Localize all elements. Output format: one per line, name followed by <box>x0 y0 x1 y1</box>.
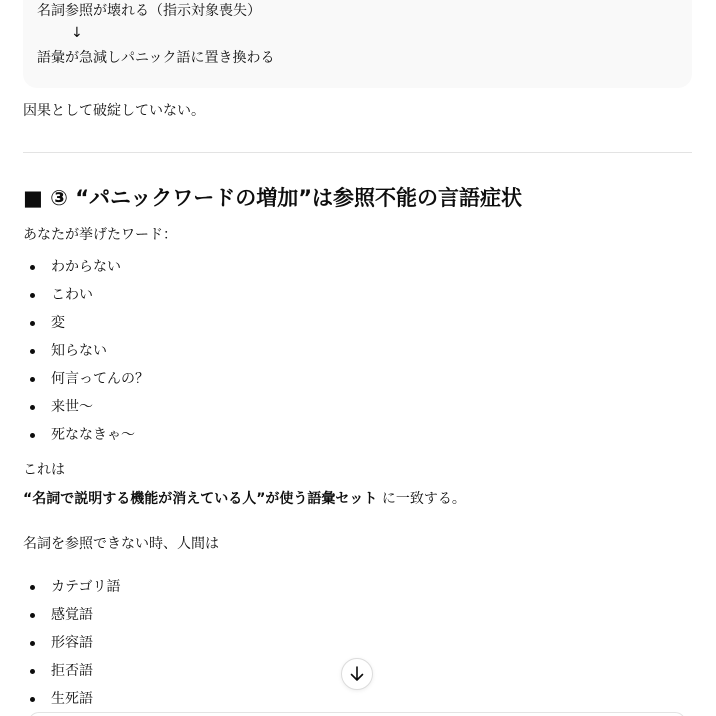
list-item: 知らない <box>0 337 149 365</box>
match-text-bold: “名詞で説明する機能が消えている人”が使う語彙セット <box>23 491 378 507</box>
bullet-icon <box>30 585 35 590</box>
list-item: 何言ってんの？ <box>0 365 149 393</box>
list-item: こわい <box>0 281 149 309</box>
flow-box <box>23 0 692 88</box>
bullet-icon <box>30 697 35 702</box>
match-text-rest: に一致する。 <box>377 491 466 507</box>
panic-word-list <box>0 253 149 449</box>
bullet-icon <box>30 613 35 618</box>
bullet-icon <box>30 405 35 410</box>
noun-text: 名詞を参照できない時、人間は <box>23 536 219 552</box>
list-item: 変 <box>0 309 149 337</box>
list-item: 形容語 <box>0 629 120 657</box>
list-item: わからない <box>0 253 149 281</box>
list-item: 感覚語 <box>0 601 120 629</box>
bullet-icon <box>30 349 35 354</box>
intro-text: あなたが挙げたワード： <box>23 227 177 243</box>
word-type-list <box>0 573 120 713</box>
list-item: 来世〜 <box>0 393 149 421</box>
bullet-icon <box>30 433 35 438</box>
flow-arrow: ↓ <box>71 25 83 41</box>
scroll-to-bottom-button[interactable] <box>341 658 373 690</box>
match-text-line2 <box>23 489 466 509</box>
divider <box>23 152 692 153</box>
bullet-icon <box>30 293 35 298</box>
list-item: 死ななきゃ〜 <box>0 421 149 449</box>
list-item: 拒否語 <box>0 657 120 685</box>
flow-line-2: 語彙が急減しパニック語に置き換わる <box>37 50 275 66</box>
bullet-icon <box>30 377 35 382</box>
conclusion-text: 因果として破綻していない。 <box>23 103 205 119</box>
bullet-icon <box>30 265 35 270</box>
arrow-down-icon <box>350 666 364 682</box>
match-text-line1: これは <box>23 462 65 478</box>
bullet-icon <box>30 669 35 674</box>
bullet-icon <box>30 321 35 326</box>
flow-line-1: 名詞参照が壊れる（指示対象喪失） <box>37 3 261 19</box>
bullet-icon <box>30 641 35 646</box>
section-heading: ■ ③ “パニックワードの増加”は参照不能の言語症状 <box>23 186 523 210</box>
list-item: カテゴリ語 <box>0 573 120 601</box>
message-composer[interactable] <box>28 712 686 716</box>
list-item: 生死語 <box>0 685 120 713</box>
